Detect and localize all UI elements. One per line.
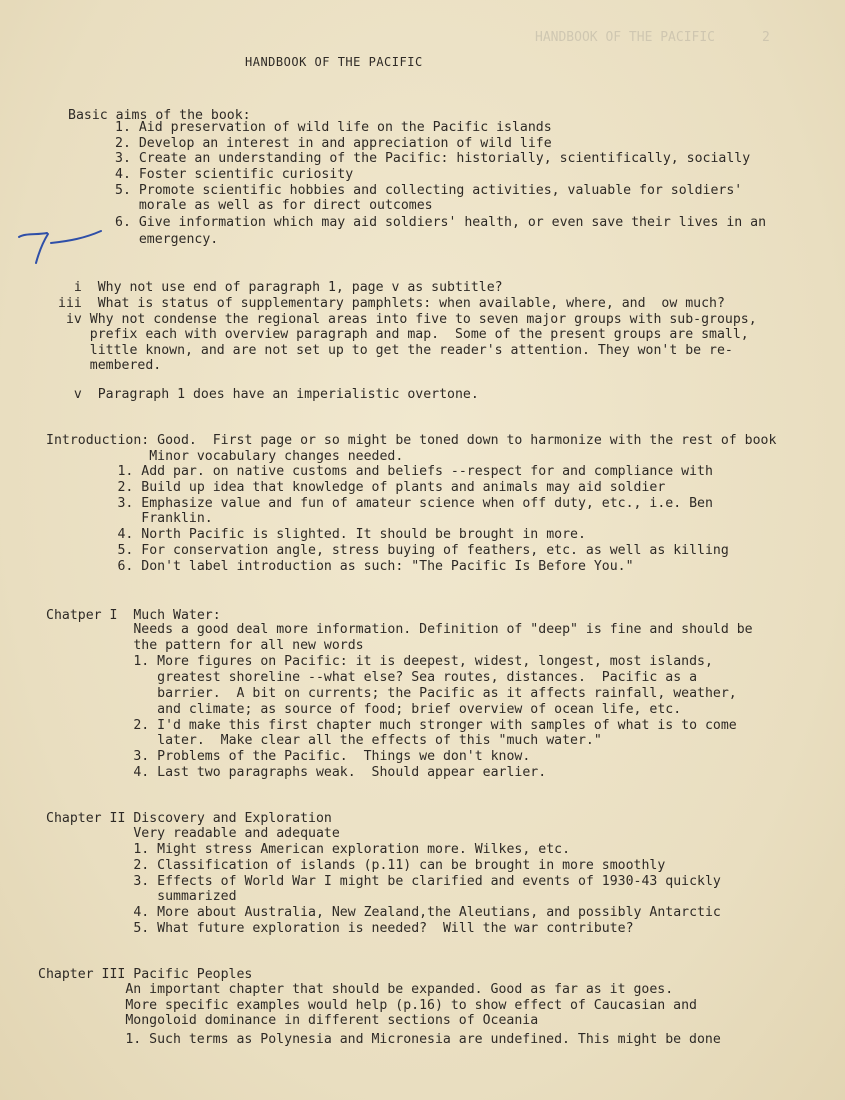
chapter-2-line: 2. Classification of islands (p.11) can be brought in more smoothly [46,858,666,873]
chapter-1-line: Chatper I Much Water: [46,608,221,623]
note-line: iii What is status of supplementary pamphlets: when available, where, and ow much? [58,296,725,311]
chapter-3-line: 1. Such terms as Polynesia and Micronesia are undefined. This might be done [38,1032,721,1047]
chapter-2-line: 4. More about Australia, New Zealand,the Aleutians, and possibly Antarctic [46,905,721,920]
bleed-through-header: HANDBOOK OF THE PACIFIC 2 [535,30,770,45]
chapter-3-line: More specific examples would help (p.16) to show effect of Caucasian and [38,998,697,1013]
chapter-1-line: Needs a good deal more information. Definition of "deep" is fine and should be [46,622,753,637]
note-line: membered. [58,358,162,373]
aims-item: morale as well as for direct outcomes [115,198,433,213]
intro-line: 2. Build up idea that knowledge of plants and animals may aid soldier [46,480,666,495]
chapter-3-line: Mongoloid dominance in different sections of Oceania [38,1013,539,1028]
chapter-1-line: the pattern for all new words [46,638,364,653]
chapter-1-line: 1. More figures on Pacific: it is deepest, widest, longest, most islands, [46,654,713,669]
aims-item: 2. Develop an interest in and appreciation of wild life [115,136,552,151]
chapter-1-line: later. Make clear all the effects of this "much water." [46,733,602,748]
aims-item: 6. Give information which may aid soldiers' health, or even save their lives in an [115,215,767,230]
aims-item: emergency. [115,232,219,247]
chapter-1-line: barrier. A bit on currents; the Pacific as it affects rainfall, weather, [46,686,737,701]
intro-line: Franklin. [46,511,213,526]
intro-line: 3. Emphasize value and fun of amateur science when off duty, etc., i.e. Ben [46,496,713,511]
aims-item: 5. Promote scientific hobbies and collecting activities, valuable for soldiers' [115,183,743,198]
chapter-2-line: 3. Effects of World War I might be clarified and events of 1930-43 quickly [46,874,721,889]
chapter-2-line: 1. Might stress American exploration more. Wilkes, etc. [46,842,571,857]
note-line: prefix each with overview paragraph and map. Some of the present groups are small, [58,327,749,342]
chapter-2-line: Chapter II Discovery and Exploration [46,811,332,826]
note-line: v Paragraph 1 does have an imperialistic overtone. [58,387,479,402]
intro-line: 6. Don't label introduction as such: "The Pacific Is Before You." [46,559,634,574]
pen-mark-seven [15,228,105,268]
chapter-2-line: Very readable and adequate [46,826,340,841]
chapter-2-line: summarized [46,889,237,904]
chapter-3-line: An important chapter that should be expanded. Good as far as it goes. [38,982,674,997]
aims-item: 1. Aid preservation of wild life on the Pacific islands [115,120,552,135]
intro-line: Introduction: Good. First page or so might be toned down to harmonize with the rest of book [46,433,777,448]
page-title: HANDBOOK OF THE PACIFIC [245,55,423,69]
chapter-2-line: 5. What future exploration is needed? Will the war contribute? [46,921,634,936]
chapter-1-line: 4. Last two paragraphs weak. Should appear earlier. [46,765,547,780]
aims-heading: Basic aims of the book: [68,108,251,123]
intro-line: Minor vocabulary changes needed. [46,449,404,464]
note-line: little known, and are not set up to get the reader's attention. They won't be re- [58,343,733,358]
intro-line: 5. For conservation angle, stress buying of feathers, etc. as well as killing [46,543,729,558]
chapter-1-line: greatest shoreline --what else? Sea routes, distances. Pacific as a [46,670,698,685]
intro-line: 4. North Pacific is slighted. It should be brought in more. [46,527,586,542]
chapter-1-line: 2. I'd make this first chapter much stronger with samples of what is to come [46,718,737,733]
aims-item: 4. Foster scientific curiosity [115,167,354,182]
note-line: iv Why not condense the regional areas into five to seven major groups with sub-groups, [58,312,757,327]
note-line: i Why not use end of paragraph 1, page v as subtitle? [58,280,503,295]
aims-item: 3. Create an understanding of the Pacific: historially, scientifically, socially [115,151,751,166]
chapter-3-line: Chapter III Pacific Peoples [38,967,253,982]
chapter-1-line: 3. Problems of the Pacific. Things we don't know. [46,749,531,764]
chapter-1-line: and climate; as source of food; brief overview of ocean life, etc. [46,702,682,717]
intro-line: 1. Add par. on native customs and beliefs --respect for and compliance with [46,464,713,479]
